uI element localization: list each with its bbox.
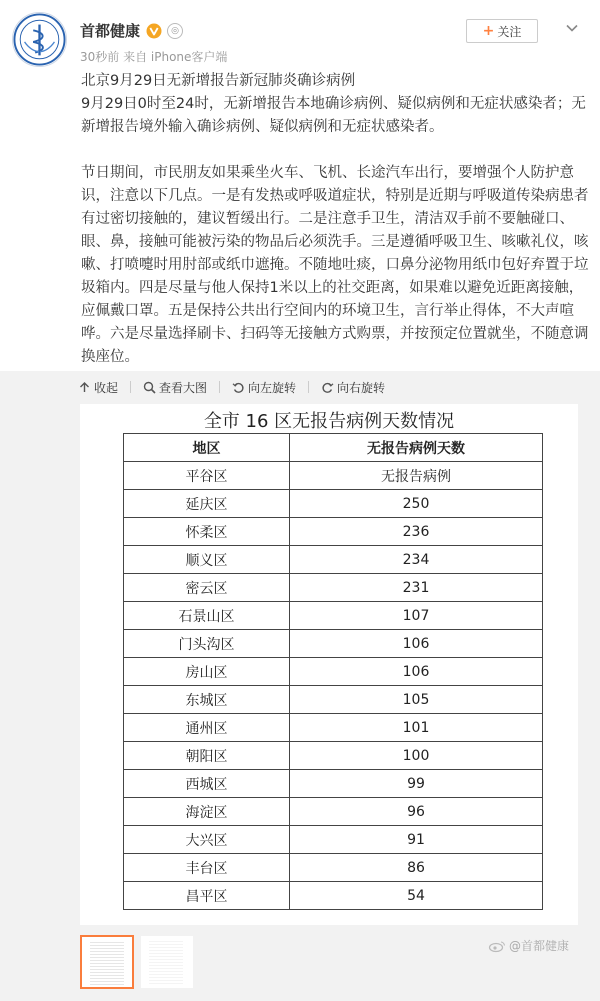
days-cell: 106 xyxy=(290,630,543,658)
plus-icon: + xyxy=(482,23,495,39)
days-cell: 91 xyxy=(290,826,543,854)
user-name[interactable]: 首都健康 xyxy=(80,22,141,40)
days-cell: 107 xyxy=(290,602,543,630)
image-title: 全市 16 区无报告病例天数情况 xyxy=(203,411,455,432)
arrow-up-icon xyxy=(78,381,91,394)
table-row xyxy=(124,574,543,602)
district-cell: 朝阳区 xyxy=(124,742,290,770)
table-row xyxy=(124,854,543,882)
rotate-right-button[interactable] xyxy=(321,379,385,396)
rotate-left-label: 向左旋转 xyxy=(248,380,297,395)
district-cell: 平谷区 xyxy=(124,462,290,490)
column-header: 地区 xyxy=(124,434,290,462)
table-row xyxy=(124,882,543,910)
verified-badge-icon xyxy=(146,23,162,39)
district-cell: 密云区 xyxy=(124,574,290,602)
media-panel xyxy=(0,371,600,1001)
weibo-logo-icon xyxy=(488,940,506,952)
days-cell: 234 xyxy=(290,546,543,574)
image-thumbnail-selected[interactable] xyxy=(80,935,134,989)
district-cell: 西城区 xyxy=(124,770,290,798)
days-cell: 250 xyxy=(290,490,543,518)
table-row xyxy=(124,490,543,518)
toolbar-divider xyxy=(308,381,309,393)
magnifier-icon xyxy=(143,381,156,394)
follow-button[interactable] xyxy=(466,19,538,43)
avatar[interactable] xyxy=(12,12,67,67)
table-row xyxy=(124,742,543,770)
days-cell: 86 xyxy=(290,854,543,882)
table-row xyxy=(124,686,543,714)
post-paragraph: 北京9月29日无新增报告新冠肺炎确诊病例 xyxy=(81,73,356,89)
table-row xyxy=(124,658,543,686)
district-cell: 延庆区 xyxy=(124,490,290,518)
days-cell: 54 xyxy=(290,882,543,910)
days-cell: 231 xyxy=(290,574,543,602)
district-cell: 丰台区 xyxy=(124,854,290,882)
rotate-right-label: 向右旋转 xyxy=(337,380,386,395)
table-row xyxy=(124,826,543,854)
district-cell: 门头沟区 xyxy=(124,630,290,658)
column-header: 无报告病例天数 xyxy=(290,434,543,462)
district-cell: 石景山区 xyxy=(124,602,290,630)
days-cell: 99 xyxy=(290,770,543,798)
district-cell: 昌平区 xyxy=(124,882,290,910)
table-row xyxy=(124,462,543,490)
image-thumbnail[interactable] xyxy=(140,935,194,989)
table-row xyxy=(124,798,543,826)
days-cell: 101 xyxy=(290,714,543,742)
table-row xyxy=(124,770,543,798)
days-cell: 106 xyxy=(290,658,543,686)
table-row xyxy=(124,518,543,546)
days-cell: 100 xyxy=(290,742,543,770)
days-cell: 236 xyxy=(290,518,543,546)
post-meta: 30秒前 来自 iPhone客户端 xyxy=(80,50,228,64)
rotate-left-button[interactable] xyxy=(232,379,296,396)
image-watermark xyxy=(488,937,569,954)
stats-table xyxy=(123,433,543,910)
table-row xyxy=(124,630,543,658)
paragraph-gap xyxy=(81,139,591,162)
watermark-text: @首都健康 xyxy=(509,939,570,953)
district-cell: 顺义区 xyxy=(124,546,290,574)
chevron-down-icon[interactable] xyxy=(564,20,580,36)
table-row xyxy=(124,714,543,742)
days-cell: 96 xyxy=(290,798,543,826)
follow-label: 关注 xyxy=(497,24,522,39)
district-cell: 通州区 xyxy=(124,714,290,742)
district-cell: 怀柔区 xyxy=(124,518,290,546)
post-header xyxy=(0,0,600,70)
toolbar-divider xyxy=(219,381,220,393)
days-cell: 无报告病例 xyxy=(290,462,543,490)
collapse-button[interactable] xyxy=(78,379,118,396)
thumbnail-preview xyxy=(90,942,124,986)
table-row xyxy=(124,602,543,630)
rotate-right-icon xyxy=(321,381,334,394)
post-body xyxy=(81,70,591,369)
days-cell: 105 xyxy=(290,686,543,714)
district-cell: 大兴区 xyxy=(124,826,290,854)
table-header-row xyxy=(124,434,543,462)
view-large-label: 查看大图 xyxy=(159,380,208,395)
view-large-button[interactable] xyxy=(143,379,207,396)
table-row xyxy=(124,546,543,574)
post-paragraph: 节日期间，市民朋友如果乘坐火车、飞机、长途汽车出行，要增强个人防护意识，注意以下几点。一是有发热或呼吸道症状，特别是近期与呼吸道传染病患者有过密切接触的，建议暂缓出行。二是注意手卫生，清洁双手前不要触碰口、眼、鼻，接触可能被污染的物品后必须洗手。三是遵循呼吸卫生、咳嗽礼仪，咳嗽、打喷嚏时用肘部或纸巾遮掩。不随地吐痰，口鼻分泌物用纸巾包好弃置于垃圾箱内。四是尽量与他人保持1米以上的社交距离，如果难以避免近距离接触，应佩戴口罩。五是保持公共出行空间内的环境卫生，言行举止得体，不大声喧哗。六是尽量选择刷卡、扫码等无接触方式购票，并按预定位置就坐，不随意调换座位。 xyxy=(81,165,589,365)
image-toolbar xyxy=(78,377,385,397)
district-cell: 海淀区 xyxy=(124,798,290,826)
thumbnail-preview xyxy=(149,941,183,985)
rotate-left-icon xyxy=(232,381,245,394)
district-cell: 东城区 xyxy=(124,686,290,714)
member-badge-icon: ◎ xyxy=(167,23,183,39)
collapse-label: 收起 xyxy=(94,380,119,395)
toolbar-divider xyxy=(130,381,131,393)
post-paragraph: 9月29日0时至24时，无新增报告本地确诊病例、疑似病例和无症状感染者；无新增报告境外输入确诊病例、疑似病例和无症状感染者。 xyxy=(81,96,586,135)
district-cell: 房山区 xyxy=(124,658,290,686)
avatar-emblem-icon xyxy=(13,13,66,66)
post-image[interactable] xyxy=(80,404,578,953)
